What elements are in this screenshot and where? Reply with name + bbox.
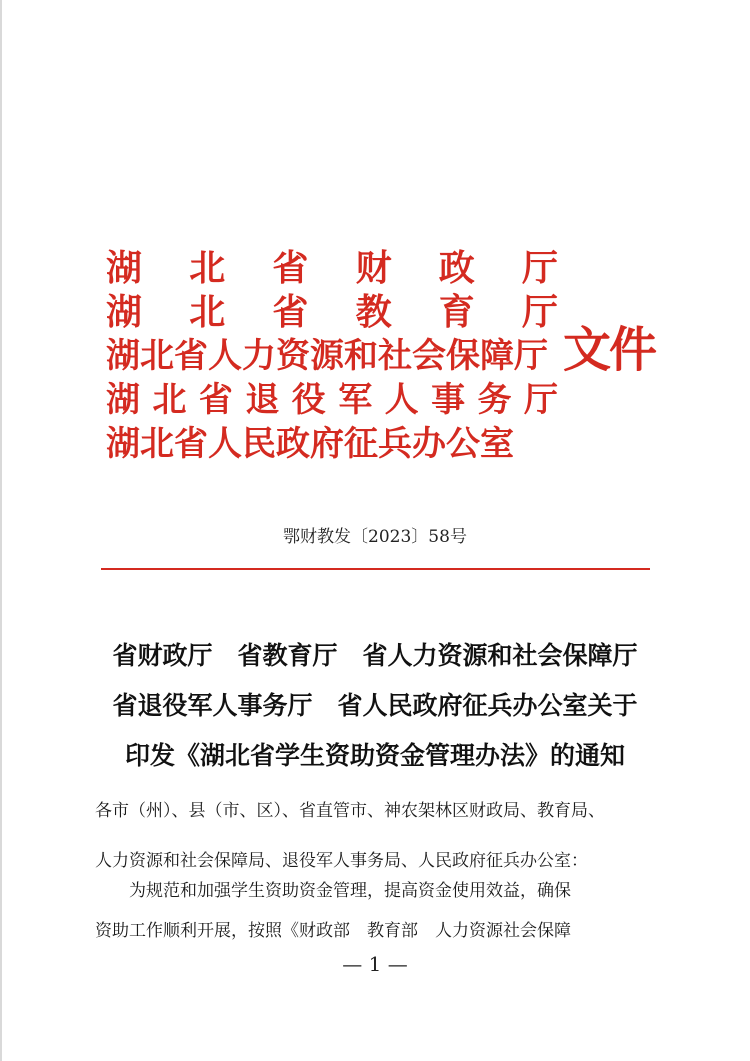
notice-title-line-1: 省财政厅 省教育厅 省人力资源和社会保障厅 xyxy=(112,641,638,670)
issuer-char: 财 xyxy=(355,247,392,289)
issuer-char: 厅 xyxy=(523,380,558,420)
issuer-char: 育 xyxy=(438,291,475,333)
issuer-char: 役 xyxy=(291,380,326,420)
issuer-text: 湖北省人民政府征兵办公室 xyxy=(106,424,514,464)
issuer-char: 省 xyxy=(198,380,233,420)
issuer-char: 事 xyxy=(431,380,466,420)
body-paragraph-line-2: 资助工作顺利开展，按照《财政部 教育部 人力资源社会保障 xyxy=(95,921,571,941)
page-number: — 1 — xyxy=(342,952,408,976)
addressee-line-2: 人力资源和社会保障局、退役军人事务局、人民政府征兵办公室： xyxy=(95,851,588,871)
issuer-char: 军 xyxy=(338,380,373,420)
issuer-char: 务 xyxy=(477,380,512,420)
issuer-char: 湖 xyxy=(106,291,143,333)
body-paragraph-line-1: 为规范和加强学生资助资金管理，提高资金使用效益，确保 xyxy=(129,881,571,901)
issuer-char: 北 xyxy=(189,291,226,333)
issuer-education xyxy=(106,290,558,334)
notice-title-line-3: 印发《湖北省学生资助资金管理办法》的通知 xyxy=(124,741,625,770)
issuer-finance xyxy=(106,246,558,290)
issuer-char: 湖 xyxy=(106,247,143,289)
notice-title-line-2: 省退役军人事务厅 省人民政府征兵办公室关于 xyxy=(112,691,638,720)
red-separator-line xyxy=(101,568,650,570)
issuer-char: 省 xyxy=(272,291,309,333)
issuer-conscription-office xyxy=(106,422,558,466)
issuer-char: 北 xyxy=(189,247,226,289)
issuer-char: 政 xyxy=(438,247,475,289)
document-mark: 文件 xyxy=(563,322,656,378)
addressee-line-1: 各市（州）、县（市、区）、省直管市、神农架林区财政局、教育局、 xyxy=(95,801,605,821)
issuer-char: 省 xyxy=(272,247,309,289)
issuer-char: 教 xyxy=(355,291,392,333)
issuing-authorities xyxy=(106,246,558,466)
issuer-char: 人 xyxy=(384,380,419,420)
issuer-char: 湖 xyxy=(106,380,140,420)
issuer-char: 退 xyxy=(245,380,280,420)
issuer-char: 厅 xyxy=(521,247,558,289)
issuer-text: 湖北省人力资源和社会保障厅 xyxy=(106,336,548,376)
document-number: 鄂财教发〔2023〕58号 xyxy=(283,527,467,547)
issuer-human-resources xyxy=(106,334,558,378)
issuer-veterans xyxy=(106,378,558,422)
issuer-char: 厅 xyxy=(521,291,558,333)
issuer-char: 北 xyxy=(152,380,187,420)
